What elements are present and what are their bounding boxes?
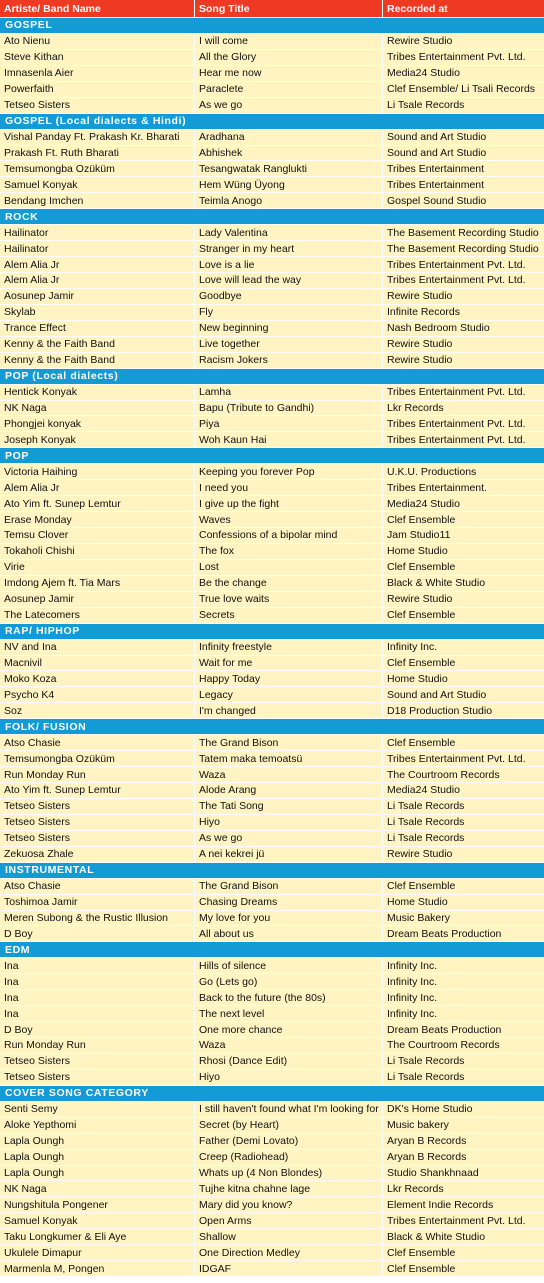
song-title-cell: Secret (by Heart) [195,1118,383,1134]
artist-cell: Kenny & the Faith Band [0,337,195,353]
artist-cell: Ina [0,958,195,974]
recorded-at-cell: The Courtroom Records [383,767,544,783]
artist-cell: Nungshitula Pongener [0,1197,195,1213]
artist-cell: Steve Kithan [0,50,195,66]
table-row [0,1181,544,1197]
category-bar: GOSPEL (Local dialects & Hindi) [0,114,544,130]
recorded-at-cell: Rewire Studio [383,337,544,353]
artist-cell: Ato Nienu [0,34,195,50]
artist-cell: Aloke Yepthomi [0,1118,195,1134]
artist-cell: Alem Alia Jr [0,273,195,289]
recorded-at-cell: Lkr Records [383,401,544,417]
category-bar: ROCK [0,209,544,225]
song-title-cell: Legacy [195,687,383,703]
song-title-cell: One Direction Medley [195,1245,383,1261]
artist-cell: D Boy [0,926,195,942]
song-title-cell: Teimla Anogo [195,193,383,209]
song-title-cell: Happy Today [195,671,383,687]
table-row [0,528,544,544]
song-title-cell: Stranger in my heart [195,241,383,257]
table-row [0,783,544,799]
table-row [0,895,544,911]
recorded-at-cell: Rewire Studio [383,289,544,305]
category-bar: POP (Local dialects) [0,369,544,385]
song-title-cell: Open Arms [195,1213,383,1229]
song-title-cell: Chasing Dreams [195,895,383,911]
table-row [0,656,544,672]
recorded-at-cell: Element Indie Records [383,1197,544,1213]
artist-cell: Tetseo Sisters [0,1070,195,1086]
artist-cell: Alem Alia Jr [0,480,195,496]
recorded-at-cell: Clef Ensemble [383,1245,544,1261]
table-row [0,193,544,209]
song-title-cell: Keeping you forever Pop [195,464,383,480]
artist-cell: Tetseo Sisters [0,799,195,815]
table-row [0,592,544,608]
recorded-at-cell: The Courtroom Records [383,1038,544,1054]
recorded-at-cell: The Basement Recording Studio [383,225,544,241]
song-title-cell: Goodbye [195,289,383,305]
artist-cell: Samuel Konyak [0,1213,195,1229]
song-title-cell: One more chance [195,1022,383,1038]
artist-cell: Moko Koza [0,671,195,687]
recorded-at-cell: Clef Ensemble [383,879,544,895]
recorded-at-cell: Sound and Art Studio [383,687,544,703]
song-title-cell: Aradhana [195,130,383,146]
song-title-cell: Back to the future (the 80s) [195,990,383,1006]
song-title-cell: A nei kekrei jü [195,847,383,863]
recorded-at-cell: Clef Ensemble [383,735,544,751]
table-row [0,1229,544,1245]
table-row [0,1261,544,1277]
table-row [0,958,544,974]
table-row [0,911,544,927]
recorded-at-cell: Infinity Inc. [383,1006,544,1022]
recorded-at-cell: Jam Studio11 [383,528,544,544]
artist-cell: Skylab [0,305,195,321]
category-bar: EDM [0,942,544,958]
artist-cell: Taku Longkumer & Eli Aye [0,1229,195,1245]
table-row [0,767,544,783]
artist-cell: Temsumongba Ozüküm [0,161,195,177]
artist-cell: Hailinator [0,241,195,257]
song-title-cell: My love for you [195,911,383,927]
song-title-cell: Hear me now [195,66,383,82]
artist-cell: Tetseo Sisters [0,831,195,847]
song-title-cell: Hiyo [195,1070,383,1086]
recorded-at-cell: Dream Beats Production [383,926,544,942]
table-row [0,480,544,496]
recorded-at-cell: Black & White Studio [383,1229,544,1245]
recorded-at-cell: Clef Ensemble [383,656,544,672]
table-row [0,1213,544,1229]
recorded-at-cell: Clef Ensemble [383,560,544,576]
table-row [0,161,544,177]
category-bar: GOSPEL [0,18,544,34]
recorded-at-cell: Home Studio [383,895,544,911]
recorded-at-cell: Aryan B Records [383,1134,544,1150]
table-body [0,18,544,1277]
table-row [0,735,544,751]
category-bar: FOLK/ FUSION [0,719,544,735]
song-title-cell: Confessions of a bipolar mind [195,528,383,544]
song-title-cell: Paraclete [195,82,383,98]
recorded-at-cell: Tribes Entertainment [383,177,544,193]
recorded-at-cell: The Basement Recording Studio [383,241,544,257]
artist-cell: Senti Semy [0,1102,195,1118]
artist-cell: Hailinator [0,225,195,241]
recorded-at-cell: Li Tsale Records [383,815,544,831]
artist-cell: D Boy [0,1022,195,1038]
recorded-at-cell: Infinity Inc. [383,974,544,990]
recorded-at-cell: Tribes Entertainment Pvt. Ltd. [383,273,544,289]
recorded-at-cell: Lkr Records [383,1181,544,1197]
recorded-at-cell: Music Bakery [383,911,544,927]
table-row [0,640,544,656]
song-title-cell: Fly [195,305,383,321]
table-row [0,703,544,719]
table-row [0,98,544,114]
song-title-cell: All about us [195,926,383,942]
artist-cell: Victoria Haihing [0,464,195,480]
table-row [0,512,544,528]
table-row [0,1006,544,1022]
artist-cell: Lapla Oungh [0,1150,195,1166]
recorded-at-cell: Sound and Art Studio [383,130,544,146]
table-row [0,464,544,480]
table-row [0,1245,544,1261]
artist-cell: Aosunep Jamir [0,592,195,608]
artist-cell: Samuel Konyak [0,177,195,193]
recorded-at-cell: Tribes Entertainment Pvt. Ltd. [383,257,544,273]
table-row [0,273,544,289]
recorded-at-cell: Rewire Studio [383,592,544,608]
recorded-at-cell: Dream Beats Production [383,1022,544,1038]
artist-cell: Erase Monday [0,512,195,528]
recorded-at-cell: Gospel Sound Studio [383,193,544,209]
table-row [0,130,544,146]
recorded-at-cell: Music bakery [383,1118,544,1134]
artist-cell: Tetseo Sisters [0,1054,195,1070]
artist-cell: NK Naga [0,401,195,417]
table-row [0,1070,544,1086]
recorded-at-cell: Li Tsale Records [383,831,544,847]
category-bar: COVER SONG CATEGORY [0,1086,544,1102]
recorded-at-cell: Tribes Entertainment Pvt. Ltd. [383,50,544,66]
song-title-cell: The fox [195,544,383,560]
song-title-cell: As we go [195,831,383,847]
song-title-cell: Secrets [195,608,383,624]
artist-cell: Atso Chasie [0,735,195,751]
song-title-cell: I still haven't found what I'm looking for [195,1102,383,1118]
artist-cell: Tetseo Sisters [0,815,195,831]
recorded-at-cell: Home Studio [383,544,544,560]
artist-cell: Atso Chasie [0,879,195,895]
artist-cell: Ukulele Dimapur [0,1245,195,1261]
song-title-cell: New beginning [195,321,383,337]
song-title-cell: Bapu (Tribute to Gandhi) [195,401,383,417]
song-title-cell: The Tati Song [195,799,383,815]
song-title-cell: Mary did you know? [195,1197,383,1213]
artist-cell: Imdong Ajem ft. Tia Mars [0,576,195,592]
header-artist: Artiste/ Band Name [0,0,195,18]
song-title-cell: I need you [195,480,383,496]
table-row [0,305,544,321]
artist-cell: Macnivil [0,656,195,672]
table-row [0,576,544,592]
table-row [0,337,544,353]
table-row [0,1197,544,1213]
header-song-title: Song Title [195,0,383,18]
recorded-at-cell: Tribes Entertainment Pvt. Ltd. [383,416,544,432]
recorded-at-cell: Clef Ensemble [383,608,544,624]
table-row [0,385,544,401]
table-row [0,1102,544,1118]
song-title-cell: Love will lead the way [195,273,383,289]
table-header-row [0,0,544,18]
song-title-cell: Tesangwatak Ranglukti [195,161,383,177]
category-bar: RAP/ HIPHOP [0,624,544,640]
recorded-at-cell: Infinite Records [383,305,544,321]
song-title-cell: I give up the fight [195,496,383,512]
artist-cell: NK Naga [0,1181,195,1197]
table-row [0,1038,544,1054]
table-row [0,66,544,82]
song-title-cell: Shallow [195,1229,383,1245]
song-title-cell: Hem Wüng Üyong [195,177,383,193]
recorded-at-cell: Tribes Entertainment Pvt. Ltd. [383,432,544,448]
artist-cell: Ato Yim ft. Sunep Lemtur [0,496,195,512]
recorded-at-cell: Clef Ensemble/ Li Tsali Records [383,82,544,98]
artist-cell: Marmenla M, Pongen [0,1261,195,1277]
table-row [0,751,544,767]
table-row [0,225,544,241]
recorded-at-cell: Rewire Studio [383,847,544,863]
artist-cell: Joseph Konyak [0,432,195,448]
artist-cell: Trance Effect [0,321,195,337]
song-title-cell: Hiyo [195,815,383,831]
song-title-cell: Waza [195,767,383,783]
song-title-cell: Father (Demi Lovato) [195,1134,383,1150]
recorded-at-cell: Black & White Studio [383,576,544,592]
category-bar: POP [0,448,544,464]
recorded-at-cell: Home Studio [383,671,544,687]
artist-cell: The Latecomers [0,608,195,624]
recorded-at-cell: Clef Ensemble [383,1261,544,1277]
artist-cell: Prakash Ft. Ruth Bharati [0,146,195,162]
table-row [0,82,544,98]
table-row [0,1022,544,1038]
recorded-at-cell: Tribes Entertainment Pvt. Ltd. [383,385,544,401]
table-row [0,608,544,624]
artist-cell: NV and Ina [0,640,195,656]
table-row [0,831,544,847]
artist-cell: Virie [0,560,195,576]
artist-cell: Lapla Oungh [0,1134,195,1150]
table-row [0,416,544,432]
song-title-cell: Waves [195,512,383,528]
recorded-at-cell: Studio Shankhnaad [383,1166,544,1182]
recorded-at-cell: Infinity Inc. [383,958,544,974]
recorded-at-cell: Media24 Studio [383,496,544,512]
artist-cell: Bendang Imchen [0,193,195,209]
table-row [0,560,544,576]
table-row [0,289,544,305]
table-row [0,50,544,66]
artist-cell: Temsumongba Ozüküm [0,751,195,767]
song-title-cell: Lost [195,560,383,576]
artist-cell: Tokaholi Chishi [0,544,195,560]
table-row [0,177,544,193]
recorded-at-cell: Tribes Entertainment. [383,480,544,496]
table-row [0,815,544,831]
table-row [0,847,544,863]
song-title-cell: Wait for me [195,656,383,672]
artist-cell: Soz [0,703,195,719]
artist-cell: Phongjei konyak [0,416,195,432]
recorded-at-cell: Clef Ensemble [383,512,544,528]
recorded-at-cell: D18 Production Studio [383,703,544,719]
song-title-cell: The next level [195,1006,383,1022]
artist-cell: Alem Alia Jr [0,257,195,273]
artist-cell: Ina [0,990,195,1006]
table-row [0,926,544,942]
artist-cell: Zekuosa Zhale [0,847,195,863]
table-row [0,1054,544,1070]
song-title-cell: I'm changed [195,703,383,719]
artist-cell: Aosunep Jamir [0,289,195,305]
artist-cell: Lapla Oungh [0,1166,195,1182]
artist-cell: Temsu Clover [0,528,195,544]
table-row [0,974,544,990]
recorded-at-cell: Tribes Entertainment Pvt. Ltd. [383,751,544,767]
recorded-at-cell: Rewire Studio [383,34,544,50]
song-title-cell: Waza [195,1038,383,1054]
song-title-cell: Creep (Radiohead) [195,1150,383,1166]
recorded-at-cell: Sound and Art Studio [383,146,544,162]
song-title-cell: I will come [195,34,383,50]
table-row [0,1150,544,1166]
recorded-at-cell: DK's Home Studio [383,1102,544,1118]
song-title-cell: Racism Jokers [195,353,383,369]
song-title-cell: The Grand Bison [195,735,383,751]
artist-cell: Ina [0,1006,195,1022]
song-title-cell: Lamha [195,385,383,401]
recorded-at-cell: Tribes Entertainment Pvt. Ltd. [383,1213,544,1229]
artist-cell: Psycho K4 [0,687,195,703]
table-row [0,401,544,417]
artist-cell: Run Monday Run [0,1038,195,1054]
song-title-cell: IDGAF [195,1261,383,1277]
song-title-cell: Live together [195,337,383,353]
recorded-at-cell: Li Tsale Records [383,1054,544,1070]
recorded-at-cell: Li Tsale Records [383,1070,544,1086]
table-row [0,353,544,369]
song-title-cell: The Grand Bison [195,879,383,895]
table-row [0,990,544,1006]
song-title-cell: Piya [195,416,383,432]
song-title-cell: All the Glory [195,50,383,66]
song-title-cell: Lady Valentina [195,225,383,241]
table-row [0,257,544,273]
song-title-cell: Whats up (4 Non Blondes) [195,1166,383,1182]
artist-cell: Ina [0,974,195,990]
song-title-cell: True love waits [195,592,383,608]
table-row [0,544,544,560]
recorded-at-cell: Infinity Inc. [383,640,544,656]
song-title-cell: As we go [195,98,383,114]
song-title-cell: Go (Lets go) [195,974,383,990]
table-row [0,496,544,512]
recorded-at-cell: Media24 Studio [383,783,544,799]
artist-cell: Kenny & the Faith Band [0,353,195,369]
table-row [0,241,544,257]
artist-cell: Meren Subong & the Rustic Illusion [0,911,195,927]
song-title-cell: Alode Arang [195,783,383,799]
table-row [0,146,544,162]
table-row [0,1118,544,1134]
table-row [0,34,544,50]
song-title-cell: Rhosi (Dance Edit) [195,1054,383,1070]
song-title-cell: Infinity freestyle [195,640,383,656]
category-bar: INSTRUMENTAL [0,863,544,879]
artist-cell: Vishal Panday Ft. Prakash Kr. Bharati [0,130,195,146]
artist-cell: Run Monday Run [0,767,195,783]
artist-cell: Hentick Konyak [0,385,195,401]
table-row [0,687,544,703]
song-title-cell: Hills of silence [195,958,383,974]
table-row [0,321,544,337]
recorded-at-cell: U.K.U. Productions [383,464,544,480]
song-title-cell: Abhishek [195,146,383,162]
recorded-at-cell: Rewire Studio [383,353,544,369]
recorded-at-cell: Li Tsale Records [383,799,544,815]
recorded-at-cell: Tribes Entertainment [383,161,544,177]
recorded-at-cell: Infinity Inc. [383,990,544,1006]
song-title-cell: Be the change [195,576,383,592]
recorded-at-cell: Nash Bedroom Studio [383,321,544,337]
artist-cell: Ato Yim ft. Sunep Lemtur [0,783,195,799]
recorded-at-cell: Aryan B Records [383,1150,544,1166]
table-row [0,1134,544,1150]
recorded-at-cell: Media24 Studio [383,66,544,82]
recorded-at-cell: Li Tsale Records [383,98,544,114]
artist-cell: Powerfaith [0,82,195,98]
song-title-cell: Love is a lie [195,257,383,273]
artist-cell: Imnasenla Aier [0,66,195,82]
song-title-cell: Tujhe kitna chahne lage [195,1181,383,1197]
song-title-cell: Tatem maka temoatsü [195,751,383,767]
artist-cell: Tetseo Sisters [0,98,195,114]
table-row [0,671,544,687]
artist-cell: Toshimoa Jamir [0,895,195,911]
header-recorded-at: Recorded at [383,0,544,18]
song-title-cell: Woh Kaun Hai [195,432,383,448]
table-row [0,799,544,815]
table-row [0,432,544,448]
table-row [0,879,544,895]
table-row [0,1166,544,1182]
